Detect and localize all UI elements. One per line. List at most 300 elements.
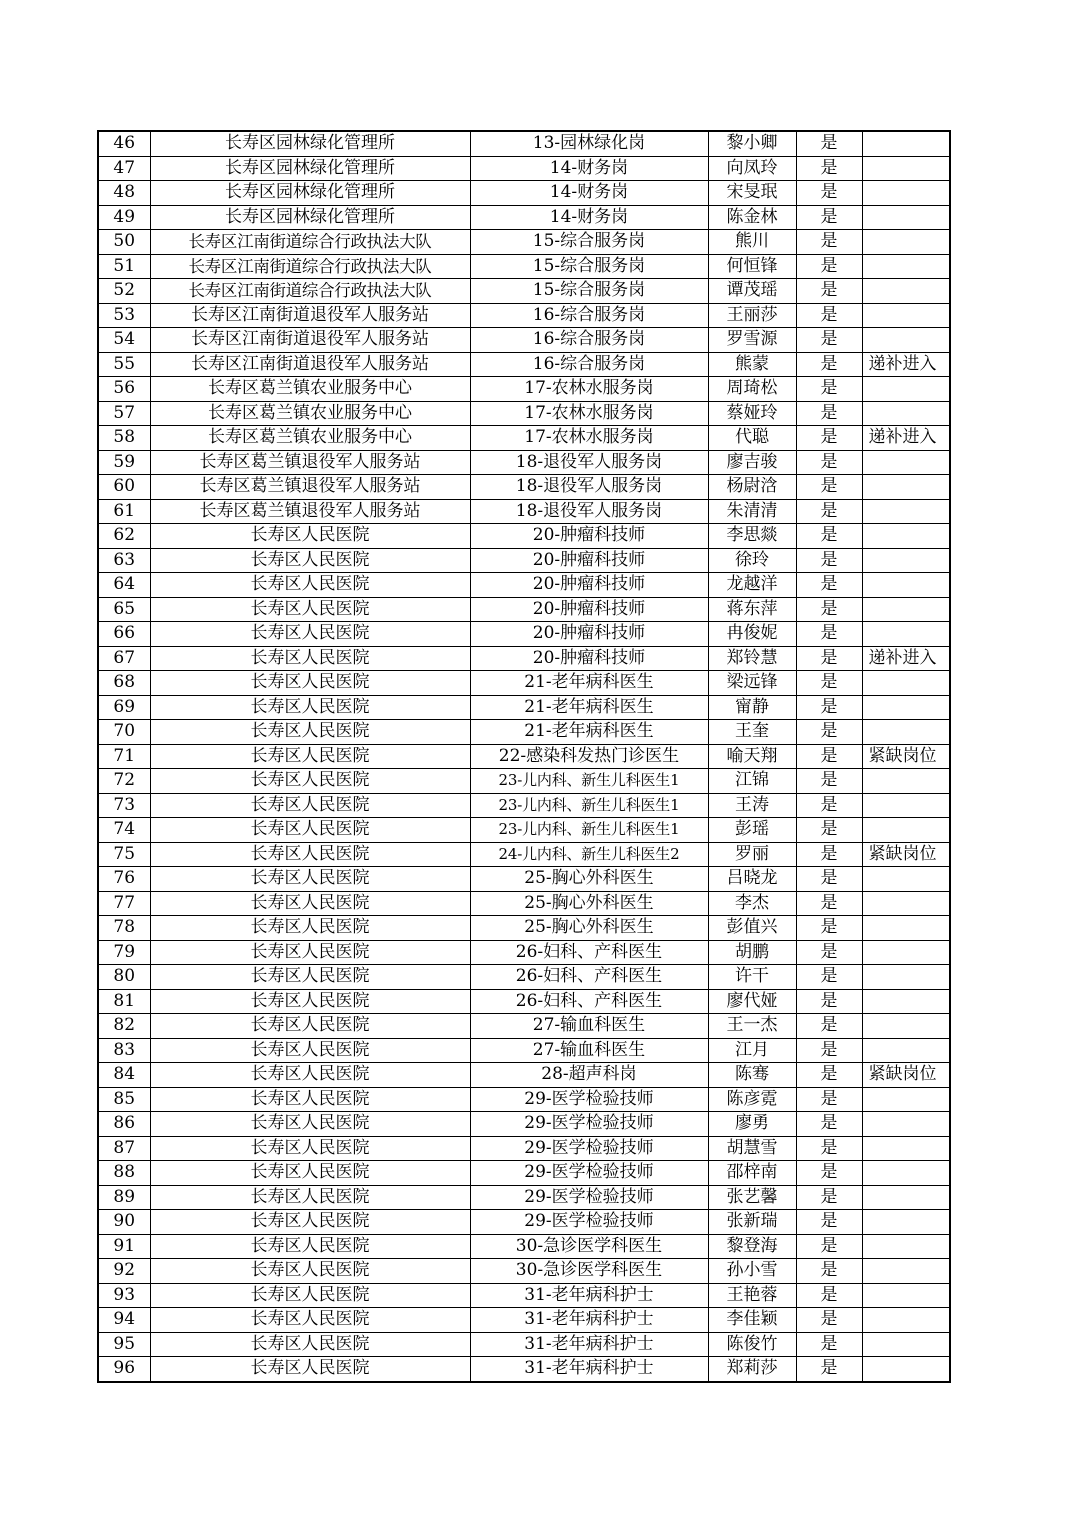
remark-cell [862,475,950,500]
row-number-cell: 57 [98,401,150,426]
unit-cell: 长寿区人民医院 [150,1210,470,1235]
row-number-cell: 79 [98,940,150,965]
table-row [98,377,950,402]
remark-cell [862,230,950,255]
table-row [98,1210,950,1235]
table-row [98,1332,950,1357]
table-row [98,1357,950,1382]
hired-flag-cell: 是 [796,720,862,745]
unit-cell: 长寿区葛兰镇退役军人服务站 [150,450,470,475]
candidate-name-cell: 甯静 [708,695,796,720]
remark-cell [862,401,950,426]
post-cell: 14-财务岗 [470,156,708,181]
candidate-name-cell: 王奎 [708,720,796,745]
table-row [98,720,950,745]
unit-cell: 长寿区江南街道退役军人服务站 [150,303,470,328]
unit-cell: 长寿区人民医院 [150,1038,470,1063]
row-number-cell: 66 [98,622,150,647]
row-number-cell: 76 [98,867,150,892]
hired-flag-cell: 是 [796,695,862,720]
row-number-cell: 48 [98,181,150,206]
candidate-name-cell: 李佳颖 [708,1308,796,1333]
unit-cell: 长寿区江南街道综合行政执法大队 [150,230,470,255]
remark-cell: 递补进入 [862,352,950,377]
table-row [98,1234,950,1259]
remark-cell [862,450,950,475]
row-number-cell: 61 [98,499,150,524]
post-cell: 23-儿内科、新生儿科医生1 [470,818,708,843]
post-cell: 14-财务岗 [470,205,708,230]
remark-cell [862,769,950,794]
post-cell: 31-老年病科护士 [470,1357,708,1382]
hired-flag-cell: 是 [796,793,862,818]
candidate-name-cell: 杨尉浛 [708,475,796,500]
table-row [98,842,950,867]
hired-flag-cell: 是 [796,573,862,598]
remark-cell [862,1357,950,1382]
unit-cell: 长寿区葛兰镇农业服务中心 [150,426,470,451]
unit-cell: 长寿区人民医院 [150,1357,470,1382]
post-cell: 20-肿瘤科技师 [470,573,708,598]
candidate-name-cell: 江月 [708,1038,796,1063]
hired-flag-cell: 是 [796,1234,862,1259]
remark-cell [862,1234,950,1259]
row-number-cell: 55 [98,352,150,377]
post-cell: 15-综合服务岗 [470,279,708,304]
row-number-cell: 81 [98,989,150,1014]
hired-flag-cell: 是 [796,1112,862,1137]
post-cell: 20-肿瘤科技师 [470,524,708,549]
post-cell: 21-老年病科医生 [470,695,708,720]
unit-cell: 长寿区园林绿化管理所 [150,131,470,156]
hired-flag-cell: 是 [796,1161,862,1186]
candidate-name-cell: 周琦松 [708,377,796,402]
hired-flag-cell: 是 [796,867,862,892]
post-cell: 30-急诊医学科医生 [470,1234,708,1259]
unit-cell: 长寿区人民医院 [150,769,470,794]
post-cell: 17-农林水服务岗 [470,426,708,451]
post-cell: 23-儿内科、新生儿科医生1 [470,793,708,818]
row-number-cell: 56 [98,377,150,402]
hired-flag-cell: 是 [796,279,862,304]
candidate-name-cell: 王涛 [708,793,796,818]
remark-cell [862,1087,950,1112]
row-number-cell: 74 [98,818,150,843]
candidate-name-cell: 代聪 [708,426,796,451]
post-cell: 29-医学检验技师 [470,1112,708,1137]
row-number-cell: 59 [98,450,150,475]
unit-cell: 长寿区人民医院 [150,1112,470,1137]
row-number-cell: 49 [98,205,150,230]
remark-cell [862,377,950,402]
unit-cell: 长寿区江南街道综合行政执法大队 [150,254,470,279]
row-number-cell: 69 [98,695,150,720]
row-number-cell: 73 [98,793,150,818]
post-cell: 23-儿内科、新生儿科医生1 [470,769,708,794]
remark-cell [862,891,950,916]
unit-cell: 长寿区人民医院 [150,1259,470,1284]
candidate-name-cell: 廖吉骏 [708,450,796,475]
remark-cell [862,303,950,328]
table-row [98,965,950,990]
candidate-name-cell: 徐玲 [708,548,796,573]
hired-flag-cell: 是 [796,744,862,769]
remark-cell [862,597,950,622]
row-number-cell: 80 [98,965,150,990]
unit-cell: 长寿区葛兰镇农业服务中心 [150,377,470,402]
table-row [98,769,950,794]
hired-flag-cell: 是 [796,940,862,965]
unit-cell: 长寿区人民医院 [150,1234,470,1259]
candidate-name-cell: 吕晓龙 [708,867,796,892]
hired-flag-cell: 是 [796,965,862,990]
unit-cell: 长寿区人民医院 [150,744,470,769]
hired-flag-cell: 是 [796,818,862,843]
row-number-cell: 86 [98,1112,150,1137]
candidate-name-cell: 王丽莎 [708,303,796,328]
unit-cell: 长寿区江南街道综合行政执法大队 [150,279,470,304]
unit-cell: 长寿区人民医院 [150,524,470,549]
post-cell: 27-输血科医生 [470,1014,708,1039]
table-row [98,1014,950,1039]
unit-cell: 长寿区园林绿化管理所 [150,181,470,206]
post-cell: 16-综合服务岗 [470,328,708,353]
row-number-cell: 89 [98,1185,150,1210]
hired-flag-cell: 是 [796,377,862,402]
remark-cell: 紧缺岗位 [862,744,950,769]
row-number-cell: 78 [98,916,150,941]
remark-cell [862,622,950,647]
unit-cell: 长寿区人民医院 [150,1308,470,1333]
hired-flag-cell: 是 [796,1259,862,1284]
candidate-name-cell: 蒋东萍 [708,597,796,622]
table-row [98,205,950,230]
post-cell: 28-超声科岗 [470,1063,708,1088]
table-row [98,303,950,328]
unit-cell: 长寿区人民医院 [150,916,470,941]
remark-cell [862,1112,950,1137]
remark-cell [862,499,950,524]
row-number-cell: 51 [98,254,150,279]
candidate-name-cell: 黎登海 [708,1234,796,1259]
remark-cell [862,695,950,720]
remark-cell: 递补进入 [862,426,950,451]
post-cell: 29-医学检验技师 [470,1210,708,1235]
row-number-cell: 95 [98,1332,150,1357]
unit-cell: 长寿区人民医院 [150,989,470,1014]
post-cell: 22-感染科发热门诊医生 [470,744,708,769]
table-row [98,426,950,451]
post-cell: 31-老年病科护士 [470,1332,708,1357]
post-cell: 26-妇科、产科医生 [470,940,708,965]
remark-cell [862,156,950,181]
row-number-cell: 52 [98,279,150,304]
remark-cell [862,793,950,818]
hired-flag-cell: 是 [796,426,862,451]
remark-cell [862,1038,950,1063]
hired-flag-cell: 是 [796,205,862,230]
post-cell: 25-胸心外科医生 [470,867,708,892]
remark-cell [862,867,950,892]
unit-cell: 长寿区人民医院 [150,1136,470,1161]
hired-flag-cell: 是 [796,524,862,549]
table-row [98,573,950,598]
row-number-cell: 84 [98,1063,150,1088]
post-cell: 15-综合服务岗 [470,254,708,279]
row-number-cell: 50 [98,230,150,255]
candidate-name-cell: 王一杰 [708,1014,796,1039]
post-cell: 29-医学检验技师 [470,1136,708,1161]
unit-cell: 长寿区人民医院 [150,891,470,916]
table-row [98,1259,950,1284]
post-cell: 26-妇科、产科医生 [470,965,708,990]
hired-flag-cell: 是 [796,989,862,1014]
candidate-name-cell: 朱清清 [708,499,796,524]
candidate-name-cell: 张艺馨 [708,1185,796,1210]
table-body [98,131,950,1382]
post-cell: 16-综合服务岗 [470,303,708,328]
remark-cell: 递补进入 [862,646,950,671]
unit-cell: 长寿区人民医院 [150,1087,470,1112]
post-cell: 17-农林水服务岗 [470,377,708,402]
row-number-cell: 96 [98,1357,150,1382]
hired-flag-cell: 是 [796,671,862,696]
table-row [98,1185,950,1210]
row-number-cell: 67 [98,646,150,671]
table-row [98,131,950,156]
table-row [98,1308,950,1333]
table-row [98,1087,950,1112]
candidate-name-cell: 江锦 [708,769,796,794]
hired-flag-cell: 是 [796,1038,862,1063]
candidate-name-cell: 李杰 [708,891,796,916]
remark-cell [862,181,950,206]
candidate-name-cell: 胡鹏 [708,940,796,965]
candidate-name-cell: 陈骞 [708,1063,796,1088]
hired-flag-cell: 是 [796,548,862,573]
table-row [98,989,950,1014]
unit-cell: 长寿区人民医院 [150,548,470,573]
candidate-name-cell: 陈金林 [708,205,796,230]
post-cell: 20-肿瘤科技师 [470,646,708,671]
table-row [98,524,950,549]
hired-flag-cell: 是 [796,230,862,255]
post-cell: 29-医学检验技师 [470,1161,708,1186]
remark-cell [862,279,950,304]
unit-cell: 长寿区人民医院 [150,1161,470,1186]
table-row [98,475,950,500]
candidate-name-cell: 廖勇 [708,1112,796,1137]
remark-cell [862,1136,950,1161]
unit-cell: 长寿区人民医院 [150,818,470,843]
table-row [98,1136,950,1161]
unit-cell: 长寿区人民医院 [150,1283,470,1308]
hired-flag-cell: 是 [796,1014,862,1039]
candidate-name-cell: 胡慧雪 [708,1136,796,1161]
remark-cell [862,1332,950,1357]
candidate-name-cell: 李思燚 [708,524,796,549]
table-row [98,867,950,892]
post-cell: 21-老年病科医生 [470,720,708,745]
hired-flag-cell: 是 [796,597,862,622]
candidate-name-cell: 陈彦霓 [708,1087,796,1112]
remark-cell: 紧缺岗位 [862,842,950,867]
post-cell: 14-财务岗 [470,181,708,206]
row-number-cell: 60 [98,475,150,500]
unit-cell: 长寿区园林绿化管理所 [150,156,470,181]
remark-cell [862,1210,950,1235]
row-number-cell: 72 [98,769,150,794]
post-cell: 30-急诊医学科医生 [470,1259,708,1284]
hired-flag-cell: 是 [796,646,862,671]
table-row [98,744,950,769]
unit-cell: 长寿区葛兰镇退役军人服务站 [150,499,470,524]
table-row [98,450,950,475]
hired-flag-cell: 是 [796,499,862,524]
post-cell: 26-妇科、产科医生 [470,989,708,1014]
candidate-name-cell: 罗雪源 [708,328,796,353]
table-row [98,793,950,818]
table-row [98,597,950,622]
candidate-name-cell: 孙小雪 [708,1259,796,1284]
unit-cell: 长寿区葛兰镇农业服务中心 [150,401,470,426]
unit-cell: 长寿区人民医院 [150,1332,470,1357]
remark-cell: 紧缺岗位 [862,1063,950,1088]
hired-flag-cell: 是 [796,622,862,647]
remark-cell [862,1161,950,1186]
row-number-cell: 82 [98,1014,150,1039]
unit-cell: 长寿区人民医院 [150,671,470,696]
hired-flag-cell: 是 [796,1308,862,1333]
table-row [98,646,950,671]
candidate-name-cell: 罗丽 [708,842,796,867]
hired-flag-cell: 是 [796,891,862,916]
table-row [98,156,950,181]
post-cell: 18-退役军人服务岗 [470,450,708,475]
row-number-cell: 94 [98,1308,150,1333]
unit-cell: 长寿区人民医院 [150,965,470,990]
row-number-cell: 91 [98,1234,150,1259]
candidate-name-cell: 谭茂瑶 [708,279,796,304]
table-row [98,695,950,720]
table-row [98,916,950,941]
row-number-cell: 75 [98,842,150,867]
remark-cell [862,131,950,156]
post-cell: 13-园林绿化岗 [470,131,708,156]
table-row [98,1161,950,1186]
row-number-cell: 90 [98,1210,150,1235]
hired-flag-cell: 是 [796,156,862,181]
remark-cell [862,940,950,965]
hired-flag-cell: 是 [796,769,862,794]
post-cell: 15-综合服务岗 [470,230,708,255]
table-row [98,1063,950,1088]
post-cell: 18-退役军人服务岗 [470,475,708,500]
unit-cell: 长寿区葛兰镇退役军人服务站 [150,475,470,500]
unit-cell: 长寿区人民医院 [150,793,470,818]
table-row [98,499,950,524]
post-cell: 20-肿瘤科技师 [470,622,708,647]
candidate-name-cell: 熊蒙 [708,352,796,377]
remark-cell [862,671,950,696]
row-number-cell: 53 [98,303,150,328]
unit-cell: 长寿区人民医院 [150,867,470,892]
candidate-name-cell: 何恒锋 [708,254,796,279]
table-row [98,230,950,255]
remark-cell [862,720,950,745]
row-number-cell: 65 [98,597,150,622]
post-cell: 31-老年病科护士 [470,1308,708,1333]
row-number-cell: 58 [98,426,150,451]
row-number-cell: 83 [98,1038,150,1063]
remark-cell [862,1308,950,1333]
hired-flag-cell: 是 [796,181,862,206]
candidate-name-cell: 王艳蓉 [708,1283,796,1308]
candidate-name-cell: 许干 [708,965,796,990]
candidate-name-cell: 龙越洋 [708,573,796,598]
unit-cell: 长寿区人民医院 [150,940,470,965]
row-number-cell: 62 [98,524,150,549]
remark-cell [862,1014,950,1039]
row-number-cell: 54 [98,328,150,353]
remark-cell [862,573,950,598]
unit-cell: 长寿区人民医院 [150,1014,470,1039]
hired-flag-cell: 是 [796,450,862,475]
unit-cell: 长寿区江南街道退役军人服务站 [150,328,470,353]
candidate-name-cell: 廖代娅 [708,989,796,1014]
table-row [98,279,950,304]
row-number-cell: 64 [98,573,150,598]
hired-flag-cell: 是 [796,1063,862,1088]
row-number-cell: 87 [98,1136,150,1161]
row-number-cell: 92 [98,1259,150,1284]
post-cell: 18-退役军人服务岗 [470,499,708,524]
remark-cell [862,916,950,941]
hired-flag-cell: 是 [796,1210,862,1235]
table-row [98,401,950,426]
remark-cell [862,1185,950,1210]
post-cell: 17-农林水服务岗 [470,401,708,426]
remark-cell [862,1259,950,1284]
table-row [98,548,950,573]
post-cell: 29-医学检验技师 [470,1087,708,1112]
row-number-cell: 63 [98,548,150,573]
table-row [98,254,950,279]
candidate-name-cell: 郑莉莎 [708,1357,796,1382]
candidate-name-cell: 张新瑞 [708,1210,796,1235]
post-cell: 16-综合服务岗 [470,352,708,377]
post-cell: 21-老年病科医生 [470,671,708,696]
hired-flag-cell: 是 [796,131,862,156]
table-row [98,181,950,206]
unit-cell: 长寿区人民医院 [150,1063,470,1088]
unit-cell: 长寿区人民医院 [150,842,470,867]
table-row [98,1038,950,1063]
hired-flag-cell: 是 [796,1087,862,1112]
table-row [98,352,950,377]
unit-cell: 长寿区园林绿化管理所 [150,205,470,230]
table-row [98,671,950,696]
remark-cell [862,254,950,279]
row-number-cell: 88 [98,1161,150,1186]
hired-flag-cell: 是 [796,254,862,279]
candidate-name-cell: 向凤玲 [708,156,796,181]
unit-cell: 长寿区人民医院 [150,597,470,622]
remark-cell [862,328,950,353]
row-number-cell: 47 [98,156,150,181]
candidate-name-cell: 黎小卿 [708,131,796,156]
unit-cell: 长寿区人民医院 [150,720,470,745]
